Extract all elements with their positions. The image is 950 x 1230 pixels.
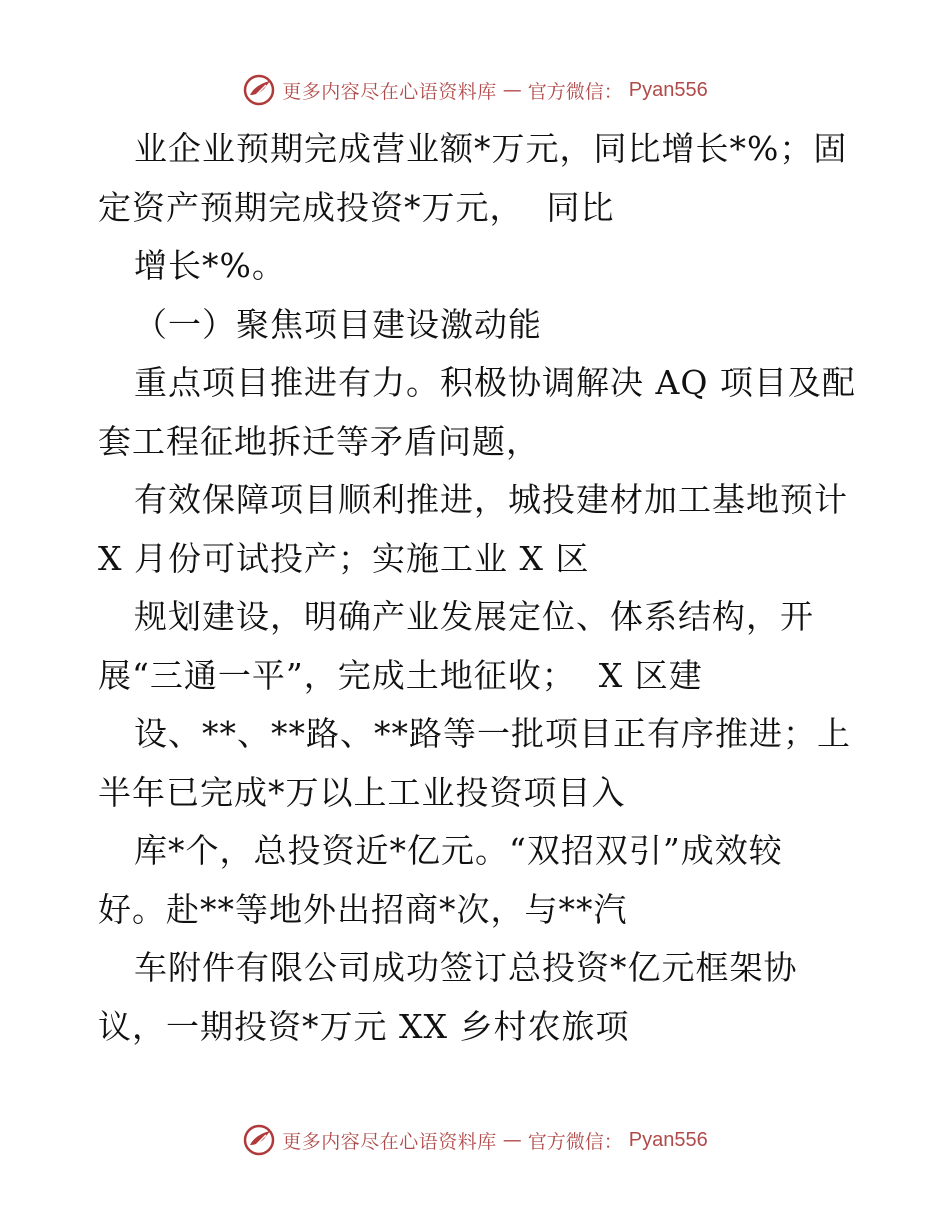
header-banner bbox=[0, 70, 950, 110]
footer-banner bbox=[0, 1120, 950, 1160]
body-line-9: 规划建设，明确产业发展定位、体系结构，开 bbox=[134, 597, 814, 636]
section-heading: （一）聚焦项目建设激动能 bbox=[134, 304, 542, 344]
body-line-2: 定资产预期完成投资*万元， 同比 bbox=[98, 187, 615, 227]
body-line-5: 重点项目推进有力。积极协调解决 AQ 项目及配 bbox=[134, 363, 856, 402]
body-line-7: 有效保障项目顺利推进，城投建材加工基地预计 bbox=[134, 480, 848, 519]
footer-banner-id: Pyan556 bbox=[628, 1128, 708, 1151]
body-line-8: X 月份可试投产；实施工业 X 区 bbox=[98, 538, 590, 578]
header-banner-id: Pyan556 bbox=[628, 78, 708, 101]
body-line-15: 车附件有限公司成功签订总投资*亿元框架协 bbox=[134, 948, 798, 987]
header-banner-separator: — bbox=[502, 79, 522, 101]
footer-banner-text: 更多内容尽在心语资料库 bbox=[282, 1130, 497, 1153]
body-line-3: 增长*%。 bbox=[134, 246, 286, 285]
logo-icon bbox=[242, 73, 276, 107]
body-line-6: 套工程征地拆迁等矛盾问题， bbox=[98, 421, 540, 461]
body-line-11: 设、**、**路、**路等一批项目正有序推进；上 bbox=[134, 714, 851, 753]
body-line-13: 库*个，总投资近*亿元。“双招双引”成效较 bbox=[134, 831, 783, 870]
body-line-10: 展“三通一平”，完成土地征收； X 区建 bbox=[98, 655, 703, 695]
footer-banner-separator: — bbox=[502, 1129, 522, 1151]
header-banner-text: 更多内容尽在心语资料库 bbox=[282, 80, 497, 103]
header-banner-official: 官方微信： bbox=[527, 80, 623, 103]
body-line-1: 业企业预期完成营业额*万元，同比增长*%；固 bbox=[134, 129, 848, 168]
footer-banner-official: 官方微信： bbox=[527, 1130, 623, 1153]
body-line-12: 半年已完成*万以上工业投资项目入 bbox=[98, 772, 626, 812]
header-banner-inner bbox=[242, 73, 708, 107]
body-line-14: 好。赴**等地外出招商*次，与**汽 bbox=[98, 889, 628, 929]
document-body bbox=[98, 120, 858, 1056]
footer-banner-inner bbox=[242, 1123, 708, 1157]
logo-icon bbox=[242, 1123, 276, 1157]
body-line-16: 议，一期投资*万元 XX 乡村农旅项 bbox=[98, 1006, 630, 1046]
